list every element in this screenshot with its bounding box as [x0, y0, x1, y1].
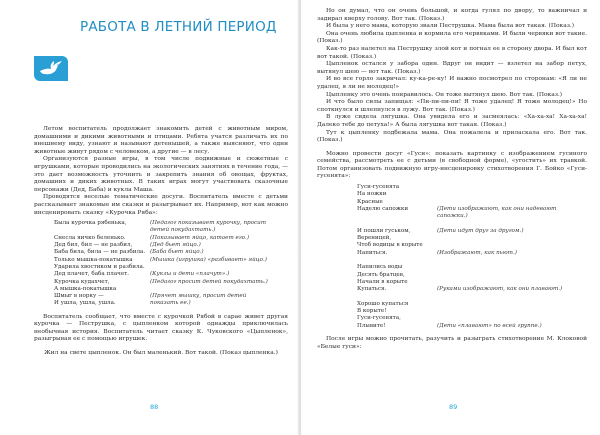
stage-direction: детей покудахтать.): [150, 227, 216, 234]
paragraph: Цыпленку это очень понравилось. Он тоже вытянул шею. Вот так. (Показ.): [326, 91, 563, 98]
stage-direction: [437, 257, 587, 264]
verse-line: Плывите!: [357, 322, 386, 329]
verse-line: Была курочка рябенька,: [54, 220, 127, 227]
stage-direction: [437, 235, 587, 242]
paragraph: Цыпленок остался у забора один. Вдруг он видит — взлетел на забор петух, вытянул шею — вот так. (Показ.): [317, 61, 587, 75]
paragraph: Тут к цыпленку подбежала мама. Она пожалела и приласкала его. Вот так. (Показ.): [317, 129, 587, 144]
verse-line: [357, 221, 437, 228]
stage-direction: [437, 199, 587, 206]
stage-direction: (Прячет мышку, просит детей: [150, 293, 247, 300]
stage-direction: [437, 315, 587, 322]
paragraph: Но он думал, что он очень большой, и когда гулял по двору, то важничал и задирал кверху голову. Вот так. (Показ.): [317, 8, 587, 22]
stage-direction: (Педагог показывает курочку, просит: [150, 220, 267, 227]
paragraph: Как-то раз налетел на Пеструшку злой кот и погнал ее в сторону двора. И был кот вот такой. (Показ.): [317, 45, 587, 60]
verse-line: Напиться.: [357, 249, 388, 256]
paragraph: Летом воспитатель продолжает знакомить детей с животным миром, домашними и дикими животными и птицами. Ребята учатся различать их по внешнему виду, узнают и называют детенышей, а также выясняют, что одни животные живут рядом с человеком, а другие — в лесу.: [34, 126, 288, 155]
verse-line: Напились воды: [357, 264, 403, 271]
verse-line: Дед плачет, баба плачет.: [54, 271, 130, 278]
verse-block: [317, 184, 587, 330]
verse-line: [54, 227, 150, 234]
verse-line: Баба била, била — не разбила.: [54, 249, 146, 256]
paragraph: Организуются разные игры, в том числе подвижные и сюжетные с игрушками, которые проводились на экологических занятиях в течение года, — это дает возможность уточнить и закрепить знания об овощах, фруктах, домашних и диких животных. В таких играх могут участвовать сказочные персонажи (Дед, Баба) и кукла Маша.: [34, 156, 288, 193]
stage-direction: (Баба бьет яйцо.): [150, 249, 204, 256]
page-number: 89: [449, 403, 458, 411]
right-body: [317, 8, 587, 351]
stage-direction: [150, 286, 288, 293]
page-number: 88: [150, 403, 159, 411]
stage-direction: (Мышка (игрушка) «разбивает» яйцо.): [150, 256, 267, 263]
bird-icon: [34, 56, 68, 81]
stage-direction: [437, 272, 587, 279]
verse-line: Гуси-гусенята,: [357, 315, 401, 322]
stage-direction: (Куклы и дети «плачут».): [150, 271, 230, 278]
stage-direction: показать ее.): [150, 300, 191, 307]
verse-line: [357, 294, 437, 301]
verse-line: Чтоб водицы в корыте: [357, 242, 423, 249]
section-title: РАБОТА В ЛЕТНИЙ ПЕРИОД: [80, 19, 277, 35]
verse-line: Наделю сапожки: [357, 205, 409, 212]
story-paragraphs: [317, 8, 587, 145]
stage-direction: (Дед бьет яйцо.): [150, 242, 201, 249]
stage-direction: (Показывает яйцо, катает его.): [150, 234, 249, 241]
paragraph: Она очень любила цыпленка и кормила его червяками. И были червяки вот такие. (Показ.): [317, 30, 587, 45]
verse-line: Ударила хвостиком и разбила.: [54, 263, 145, 270]
verse-line: Курочка кудахчет,: [54, 278, 110, 285]
paragraph: Можно провести досуг «Гуси»: показать картинку с изображением гусиного семейства, рассмотреть ее с детьми (в свободной форме), «угостить» их травкой. Потом организовать подвижную игру-инсценировку стихотворения Г. Бойко «Гуси-гусенята»:: [317, 150, 587, 180]
paragraph: И что было силы запищал: «Пи-пи-пи-пи! Я тоже удалец! Я тоже молодец!» Но споткнулся и шлепнулся в лужу. Вот так. (Показ.): [317, 99, 587, 113]
paragraph: В луже сидела лягушка. Она увидела его и засмеялась: «Ха-ха-ха! Ха-ха-ха! Далеко тебе до петуха!» А была лягушка вот такая. (Показ.): [317, 114, 587, 128]
verse-line: И ушла, ушла, ушла.: [54, 300, 116, 307]
verse-line: Купаться.: [357, 286, 387, 293]
verse-block: [34, 220, 288, 308]
right-page: [301, 0, 600, 435]
verse-line: Начали в корыте: [357, 278, 408, 285]
verse-line: На ножки: [357, 191, 387, 198]
paragraph: И была у него мама, которую звали Пеструшка. Мама была вот такая. (Показ.): [326, 23, 575, 30]
verse-line: Дед бил, бил — не разбил,: [54, 242, 133, 249]
verse-line: Шмыг в норку —: [54, 293, 104, 300]
stage-direction: [437, 242, 587, 249]
paragraph: Воспитатель сообщает, что вместе с курочкой Рябой в сарае живет другая курочка — Пеструшка, с цыпленком которой однажды приключилась необычная история. Воспитатель читает сказку К. Чуковского «Цыпленок», разыгрывая ее с помощью игрушек.: [34, 313, 288, 343]
stage-direction: (Руками изображают, как они плавают.): [437, 286, 563, 293]
stage-direction: (Дети «плавают» по всей группе.): [437, 322, 542, 329]
verse-line: Только мышка-покатышка: [54, 256, 133, 263]
stage-direction: (Дети идут друг за другом.): [437, 227, 524, 234]
verse-line: Десять братцев,: [357, 271, 405, 278]
verse-line: Гуси-гусенята: [357, 184, 400, 191]
stage-direction: [437, 294, 587, 301]
paragraph: Проводятся веселые тематические досуги. Воспитатель вместе с детьми рассказывает знакомые им сказки и разыгрывает их. Например, вот как можно инсценировать сказку «Курочка Ряба»:: [34, 194, 288, 216]
stage-direction: [437, 221, 587, 228]
paragraph: И во все горло закричал: ку-ка-ре-ку! И важно посмотрел по сторонам: «Я ли не удалец, я ли не молодец!»: [317, 76, 587, 90]
stage-direction: [437, 191, 587, 198]
left-body: [34, 126, 288, 358]
left-page: [0, 0, 299, 435]
stage-direction: [437, 184, 587, 191]
verse-line: Хорошо купаться: [357, 300, 409, 307]
story-line: Жил на свете цыпленок. Он был маленький. Вот такой. (Показ цыпленка.): [44, 350, 278, 357]
verse-line: Вереницей,: [357, 235, 392, 242]
verse-line: А мышка-покатышка: [54, 285, 117, 292]
stage-direction: (Педагог просит детей покудахтать.): [150, 278, 268, 285]
verse-line: Красные: [357, 198, 383, 205]
stage-direction: (Дети изображают, как они надевают сапожки.): [437, 205, 557, 220]
verse-line: [357, 257, 437, 264]
stage-direction: [437, 264, 587, 271]
paragraph: После игры можно прочитать, разучить и разыграть стихотворение М. Клоковой «Белые гуси»:: [317, 336, 587, 350]
stage-direction: (Изображают, как пьют.): [437, 249, 517, 256]
verse-line: Снесла яичко беленько.: [54, 234, 126, 241]
verse-line: В корыте!: [357, 308, 387, 315]
stage-direction: [437, 308, 587, 315]
stage-direction: [437, 301, 587, 308]
verse-line: И пошли гуськом,: [357, 227, 411, 234]
